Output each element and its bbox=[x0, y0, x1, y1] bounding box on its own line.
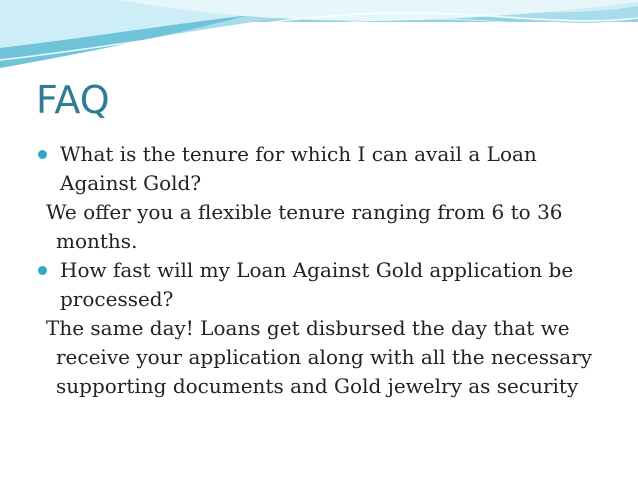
page-title: FAQ bbox=[36, 78, 110, 122]
bullet-icon bbox=[38, 266, 47, 275]
wave-header-decoration bbox=[0, 0, 638, 80]
faq-question-1-text: What is the tenure for which I can avail a Loan Against Gold? bbox=[60, 142, 537, 195]
faq-answer-2: The same day! Loans get disbursed the day that we receive your application along with all the necessary supporting documents and Gold jewelry as security bbox=[46, 316, 593, 398]
faq-question-1 bbox=[36, 140, 616, 198]
bullet-icon bbox=[38, 150, 47, 159]
faq-question-2-text: How fast will my Loan Against Gold application be processed? bbox=[60, 258, 574, 311]
faq-question-2 bbox=[36, 256, 616, 314]
faq-content bbox=[36, 140, 616, 401]
faq-answer-1: We offer you a flexible tenure ranging from 6 to 36 months. bbox=[46, 200, 563, 253]
